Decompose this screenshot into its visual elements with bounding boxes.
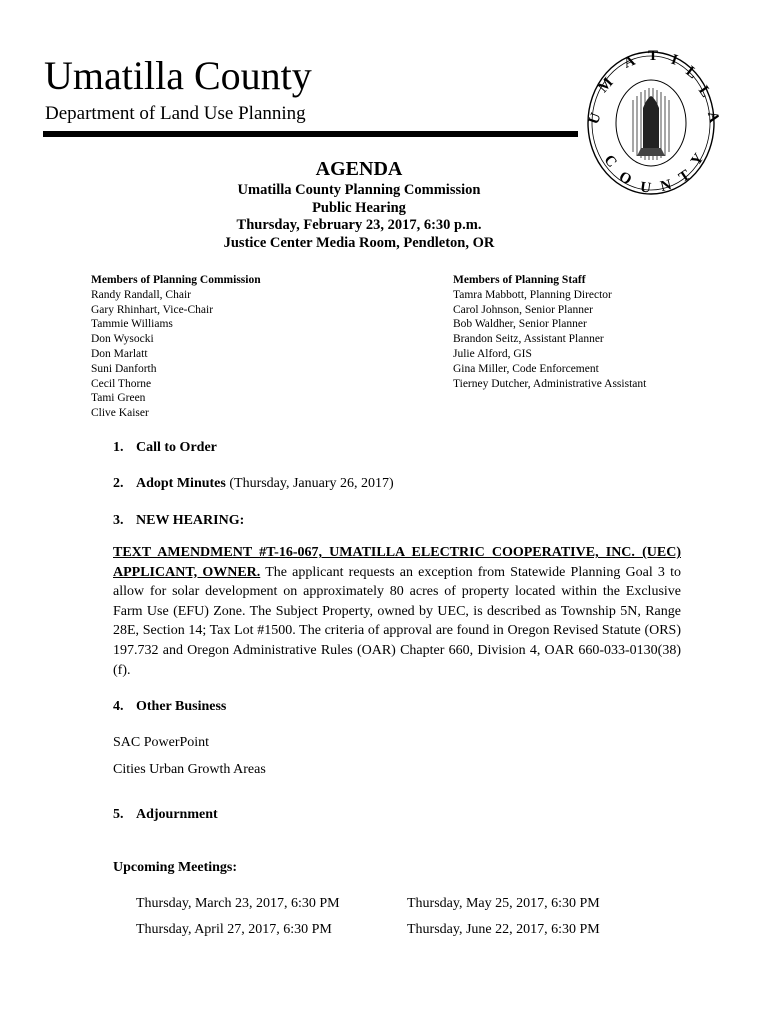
meeting-location: Justice Center Media Room, Pendleton, OR — [223, 235, 495, 251]
svg-text:O: O — [615, 168, 635, 189]
county-title: Umatilla County — [44, 53, 312, 98]
svg-text:U: U — [639, 179, 653, 197]
svg-text:U: U — [585, 110, 605, 127]
svg-text:Y: Y — [688, 150, 708, 169]
item-title: Call to Order — [136, 440, 217, 455]
list-item: Don Marlatt — [91, 347, 148, 360]
meeting-date: Thursday, March 23, 2017, 6:30 PM — [136, 896, 340, 911]
commission-heading: Members of Planning Commission — [91, 274, 261, 286]
item-number: 1. — [113, 440, 124, 455]
hearing-body: The applicant requests an exception from Statewide Planning Goal 3 to allow for solar development on approximately 80 acres of property located within the Exclusive Farm Use (EFU) Zone. The Subject Property, owned by UEC, is described as Township 5N, Range 28E, Section 14; Tax Lot #1500. The criteria of approval are found in Oregon Revised Statute (ORS) 197.732 and Oregon Administrative Rules (OAR) Chapter 660, Division 4, OAR 660-033-0130(38)(f). — [113, 564, 682, 678]
list-item: Tierney Dutcher, Administrative Assistant — [453, 377, 647, 390]
svg-text:T: T — [647, 48, 659, 64]
svg-text:L: L — [694, 83, 714, 101]
svg-text:N: N — [658, 177, 674, 196]
list-item: Don Wysocki — [91, 333, 154, 346]
commission-members-list — [91, 273, 261, 421]
list-item: Tammie Williams — [91, 318, 173, 331]
list-item: Brandon Seitz, Assistant Planner — [453, 333, 604, 346]
other-business-item: Cities Urban Growth Areas — [113, 762, 266, 777]
other-business-item: SAC PowerPoint — [113, 735, 210, 750]
list-item: Tamra Mabbott, Planning Director — [453, 288, 612, 301]
list-item: Gina Miller, Code Enforcement — [453, 362, 599, 375]
item-number: 4. — [113, 699, 124, 714]
meeting-type: Public Hearing — [312, 200, 406, 216]
list-item: Julie Alford, GIS — [453, 347, 532, 360]
meeting-date: Thursday, April 27, 2017, 6:30 PM — [136, 922, 332, 937]
svg-text:T: T — [676, 167, 694, 187]
agenda-item-new-hearing — [113, 512, 244, 530]
svg-text:C: C — [600, 152, 620, 171]
item-number: 5. — [113, 807, 124, 822]
item-title: Adopt Minutes — [136, 476, 226, 491]
staff-heading: Members of Planning Staff — [453, 274, 586, 286]
commission-name: Umatilla County Planning Commission — [237, 182, 481, 198]
item-title: Adjournment — [136, 807, 218, 822]
upcoming-meetings-title: Upcoming Meetings: — [113, 860, 238, 875]
svg-text:L: L — [682, 63, 701, 83]
svg-text:I: I — [668, 51, 680, 69]
meeting-date: Thursday, June 22, 2017, 6:30 PM — [407, 922, 600, 937]
svg-text:A: A — [621, 52, 638, 72]
item-title: NEW HEARING: — [136, 513, 245, 528]
list-item: Bob Waldher, Senior Planner — [453, 318, 587, 331]
item-detail: (Thursday, January 26, 2017) — [225, 476, 394, 491]
item-title: Other Business — [136, 699, 227, 714]
agenda-item-other-business — [113, 698, 226, 716]
svg-text:M: M — [595, 74, 617, 96]
department-name: Department of Land Use Planning — [45, 103, 306, 124]
header-divider — [43, 131, 578, 137]
list-item: Cecil Thorne — [91, 377, 152, 390]
list-item: Gary Rhinhart, Vice-Chair — [91, 303, 214, 316]
item-number: 3. — [113, 513, 124, 528]
agenda-item-call-to-order — [113, 439, 217, 457]
hearing-heading: TEXT AMENDMENT #T-16-067, UMATILLA ELECTRIC COOPERATIVE, INC. (UEC) APPLICANT, OWNER. — [113, 545, 681, 580]
staff-members-list — [453, 273, 646, 391]
hearing-description — [113, 543, 681, 680]
meeting-datetime: Thursday, February 23, 2017, 6:30 p.m. — [236, 217, 482, 233]
agenda-item-adopt-minutes — [113, 475, 394, 493]
item-number: 2. — [113, 476, 124, 491]
list-item: Suni Danforth — [91, 362, 157, 375]
meeting-date: Thursday, May 25, 2017, 6:30 PM — [407, 896, 600, 911]
agenda-title: AGENDA — [315, 158, 403, 180]
list-item: Randy Randall, Chair — [91, 288, 191, 301]
list-item: Carol Johnson, Senior Planner — [453, 303, 593, 316]
list-item: Tami Green — [91, 392, 146, 405]
svg-text:A: A — [703, 109, 722, 125]
list-item: Clive Kaiser — [91, 407, 149, 420]
agenda-item-adjournment — [113, 806, 218, 824]
